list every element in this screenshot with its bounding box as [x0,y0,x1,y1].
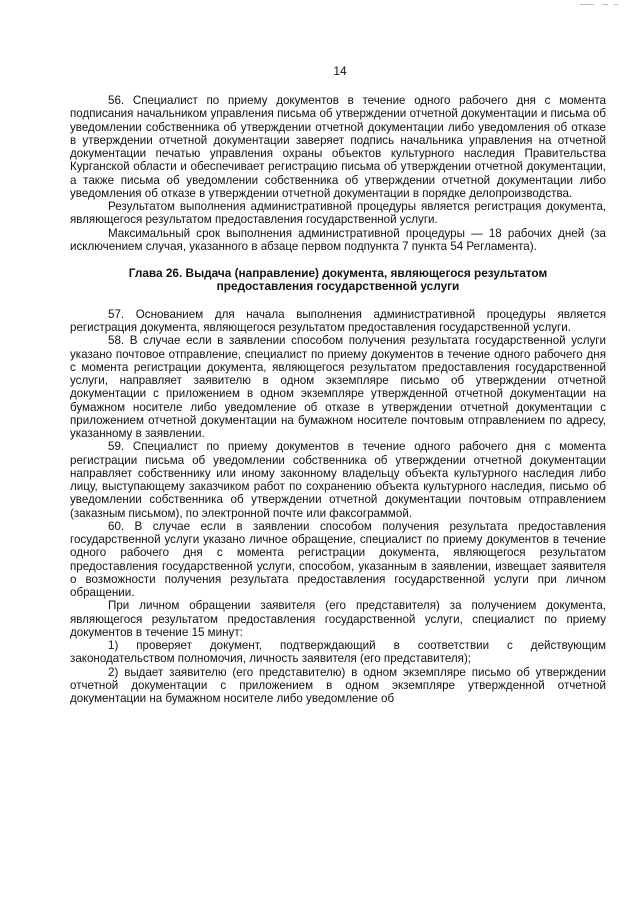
document-body [70,94,606,705]
paragraph-57: 57. Основанием для начала выполнения административной процедуры является регистрация документа, являющегося результатом предоставления государственной услуги. [70,307,606,335]
paragraph-58: 58. В случае если в заявлении способом получения результата государственной услуги указано почтовое отправление, специалист по приему документов в течение одного рабочего дня с момента регистрации документа, являющегося результатом предоставления государственной услуги, направляет заявителю в одном экземпляре письмо об утверждении отчетной документации с приложением в одном экземпляре утвержденной отчетной документации на бумажном носителе либо уведомление об отказе в утверждении отчетной документации с приложением отчетной документации на бумажном носителе почтовым отправлением по адресу, указанному в заявлении. [70,334,606,441]
list-item-2: 2) выдает заявителю (его представителю) в одном экземпляре письмо об утверждении отчетной документации с приложением в одном экземпляре утвержденной отчетной документации на бумажном носителе либо уведомление об [70,665,606,706]
page-number: 14 [333,64,347,78]
paragraph-result: Результатом выполнения административной процедуры является регистрация документа, являющегося результатом предоставления государственной услуги. [70,200,606,227]
list-item-1: 1) проверяет документ, подтверждающий в соответствии с действующим законодательством полномочия, личность заявителя (его представителя); [70,639,606,666]
chapter-heading: Глава 26. Выдача (направление) документа, являющегося результатом предоставления государственной услуги [128,266,548,294]
paragraph-60: 60. В случае если в заявлении способом получения результата предоставления государственной услуги указано личное обращение, специалист по приему документов в течение одного рабочего дня с момента регистрации документа, являющегося результатом предоставления государственной услуги, способом, указанным в заявлении, извещает заявителя о возможности получения результата предоставления государственной услуги при личном обращении. [70,519,606,600]
paragraph-56: 56. Специалист по приему документов в течение одного рабочего дня с момента подписания начальником управления письма об утверждении отчетной документации и письма об уведомлении собственника об утверждении отчетной документации либо уведомления об отказе в утверждении отчетной документации заверяет подпись начальника управления на отчетной документации печатью управления охраны объектов культурного наследия Правительства Курганской области и обеспечивает регистрацию письма об утверждении отчетной документации, а также письма об уведомлении собственника об утверждении отчетной документации либо уведомления об отказе в утверждении отчетной документации в порядке делопроизводства. [70,94,606,200]
scan-mark [580,4,620,6]
paragraph-max-term: Максимальный срок выполнения административной процедуры — 18 рабочих дней (за исключением случая, указанного в абзаце первом подпункта 7 пункта 54 Регламента). [70,226,606,253]
paragraph-59: 59. Специалист по приему документов в течение одного рабочего дня с момента регистрации письма об уведомлении собственника об утверждении отчетной документации направляет собственнику или иному законному владельцу объекта культурного наследия либо лицу, выступающему заказчиком работ по сохранению объекта культурного наследия, письмо об уведомлении собственника об утверждении отчетной документации почтовым отправлением (заказным письмом), по электронной почте или факсограммой. [70,440,606,520]
paragraph-personal-visit: При личном обращении заявителя (его представителя) за получением документа, являющегося результатом предоставления государственной услуги, специалист по приему документов в течение 15 минут: [70,599,606,639]
